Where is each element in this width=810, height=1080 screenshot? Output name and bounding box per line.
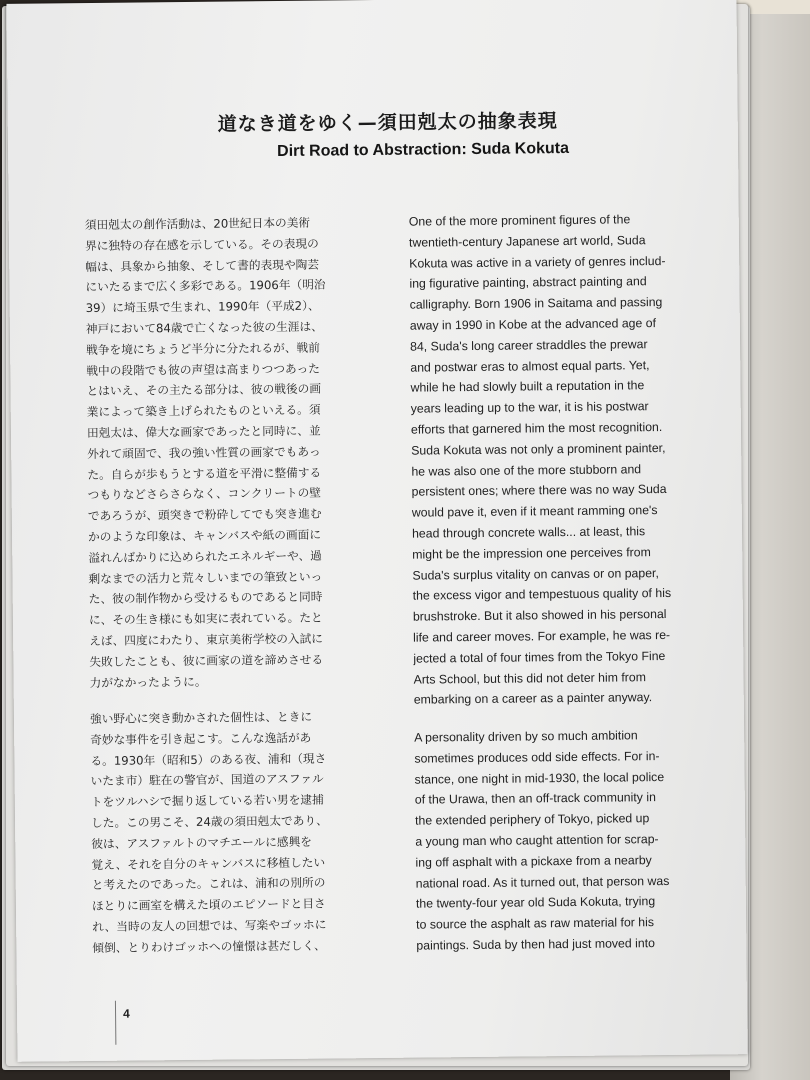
title-japanese: 道なき道をゆく—須田剋太の抽象表現 [217,110,558,136]
en-line: he was also one of the more stubborn and [411,461,642,479]
en-line: national road. As it turned out, that person was [415,873,670,891]
en-line: might be the impression one perceives from [412,544,651,562]
en-line: the twenty-four year old Suda Kokuta, trying [415,894,656,911]
en-line: ing figurative painting, abstract painting and [409,274,647,292]
jp-line: た、彼の制作物から受けるものであると同時 [88,589,323,607]
en-line: and postwar eras to almost equal parts. Yet, [410,357,650,375]
jp-line: 外れて頑固で、我の強い性質の画家でもあっ [87,444,321,461]
japanese-paragraph-1 [85,212,390,693]
jp-line: れ、当時の友人の回想では、写楽やゴッホに [92,917,327,934]
en-line: ing off asphalt with a pickaxe from a nearby [415,852,652,870]
jp-line: 幅は、具象から抽象、そして書的表現や陶芸 [85,257,320,274]
en-line: Suda's surplus vitality on canvas or on paper, [412,565,659,583]
en-line: while he had slowly built a reputation in the [410,378,645,396]
en-line: a young man who caught attention for scrap- [415,832,659,849]
jp-line: 奇妙な事件を引き起こす。こんな逸話があ [90,730,312,747]
en-line: Kokuta was active in a variety of genres includ- [409,253,666,271]
jp-line: 彼は、アスファルトのマチエールに感興を [91,834,313,851]
en-line: of the Urawa, then an off-track community in [414,790,656,808]
en-line: twentieth-century Japanese art world, Suda [408,232,646,250]
en-line: the excess vigor and tempestuous quality of his [412,586,672,603]
jp-line: 界に独特の存在感を示している。その表現の [84,236,319,253]
jp-line: 強い野心に突き動かされた個性は、ときに [89,709,313,727]
jp-line: 業によって築き上げられたものといえる。須 [86,402,321,420]
english-paragraph-2 [414,724,716,956]
page-number-divider [115,1001,116,1045]
en-line: efforts that garnered him the most recognition. [410,419,663,437]
en-line: life and career moves. For example, he was re- [413,627,671,645]
en-line: years leading up to the war, it is his postwar [410,399,649,416]
en-line: away in 1990 in Kobe at the advanced age of [409,316,657,333]
jp-line: 失敗したことも、彼に画家の道を諦めさせる [89,652,324,669]
title-english: Dirt Road to Abstraction: Suda Kokuta [277,139,570,161]
en-line: stance, one night in mid-1930, the local police [414,769,665,787]
jp-line: 溢れんばかりに込められたエネルギーや、過 [88,548,322,565]
en-line: One of the more prominent figures of the [408,212,631,229]
en-line: Arts School, but this did not deter him from [413,669,647,687]
en-line: calligraphy. Born 1906 in Saitama and passing [409,295,663,312]
jp-line: かのような印象は、キャンバスや紙の画面に [87,527,322,544]
en-line: brushstroke. But it also showed in his personal [412,607,667,624]
en-line: jected a total of four times from the Tokyo Fine [413,648,666,666]
jp-line: トをツルハシで掘り返している若い男を逮捕 [90,792,324,810]
jp-line: 須田剋太の創作活動は、20世紀日本の美術 [84,215,311,233]
jp-line: した。この男こそ、24歳の須田剋太であり、 [90,813,328,830]
jp-line: た。自らが歩もうとする道を平滑に整備する [87,465,322,482]
jp-line: にいたるまで広く多彩である。1906年（明治 [85,277,326,295]
jp-line: る。1930年（昭和5）のある夜、浦和（現さ [90,751,327,768]
jp-line: えば、四度にわたり、東京美術学校の入試に [89,631,323,648]
en-line: would pave it, even if it meant ramming one's [411,503,658,520]
en-line: paintings. Suda by then had just moved into [416,936,656,953]
jp-line: いたま市）駐在の警官が、国道のアスファル [90,771,324,789]
jp-line: 覚え、それを自分のキャンバスに移植したい [91,855,326,872]
jp-line: 傾倒、とりわけゴッホへの憧憬は甚だしく、 [92,938,326,955]
jp-line: に、その生き様にも如実に表れている。たと [88,610,323,628]
en-line: 84, Suda's long career straddles the prewar [410,336,648,354]
jp-line: 戦争を境にちょうど半分に分たれるが、戦前 [86,340,320,357]
page-number: 4 [122,1006,130,1021]
jp-line: 39）に埼玉県で生まれ、1990年（平成2）、 [85,298,320,316]
jp-line: 田剋太は、偉大な画家であったと同時に、並 [86,423,321,441]
en-line: the extended periphery of Tokyo, picked up [414,811,650,828]
booklet-page [6,0,747,1062]
japanese-paragraph-2 [90,706,393,959]
jp-line: とはいえ、その主たる部分は、彼の戦後の画 [86,381,322,399]
jp-line: ほとりに画室を構えた頃のエピソードと目さ [91,896,326,914]
en-line: persistent ones; where there was no way Suda [411,482,667,499]
jp-line: であろうが、頭突きで粉砕してでも突き進む [87,506,322,524]
en-line: Suda Kokuta was not only a prominent painter, [411,440,666,458]
en-line: sometimes produces odd side effects. For in- [414,748,660,766]
english-paragraph-1 [409,209,714,711]
jp-line: 神戸において84歳で亡くなった彼の生涯は、 [85,319,323,337]
en-line: head through concrete walls... at least, this [411,524,646,541]
en-line: to source the asphalt as raw material for his [416,915,655,932]
jp-line: 力がなかったように。 [89,674,207,690]
jp-line: つもりなどさらさらなく、コンクリートの壁 [87,485,321,503]
en-line: embarking on a career as a painter anyway. [413,690,653,707]
jp-line: 戦中の段階でも彼の声望は高まりつつあった [86,361,321,378]
jp-line: 剰なまでの活力と荒々しいまでの筆致といっ [88,569,323,586]
jp-line: と考えたのであった。これは、浦和の別所の [91,875,326,893]
en-line: A personality driven by so much ambition [414,728,638,745]
